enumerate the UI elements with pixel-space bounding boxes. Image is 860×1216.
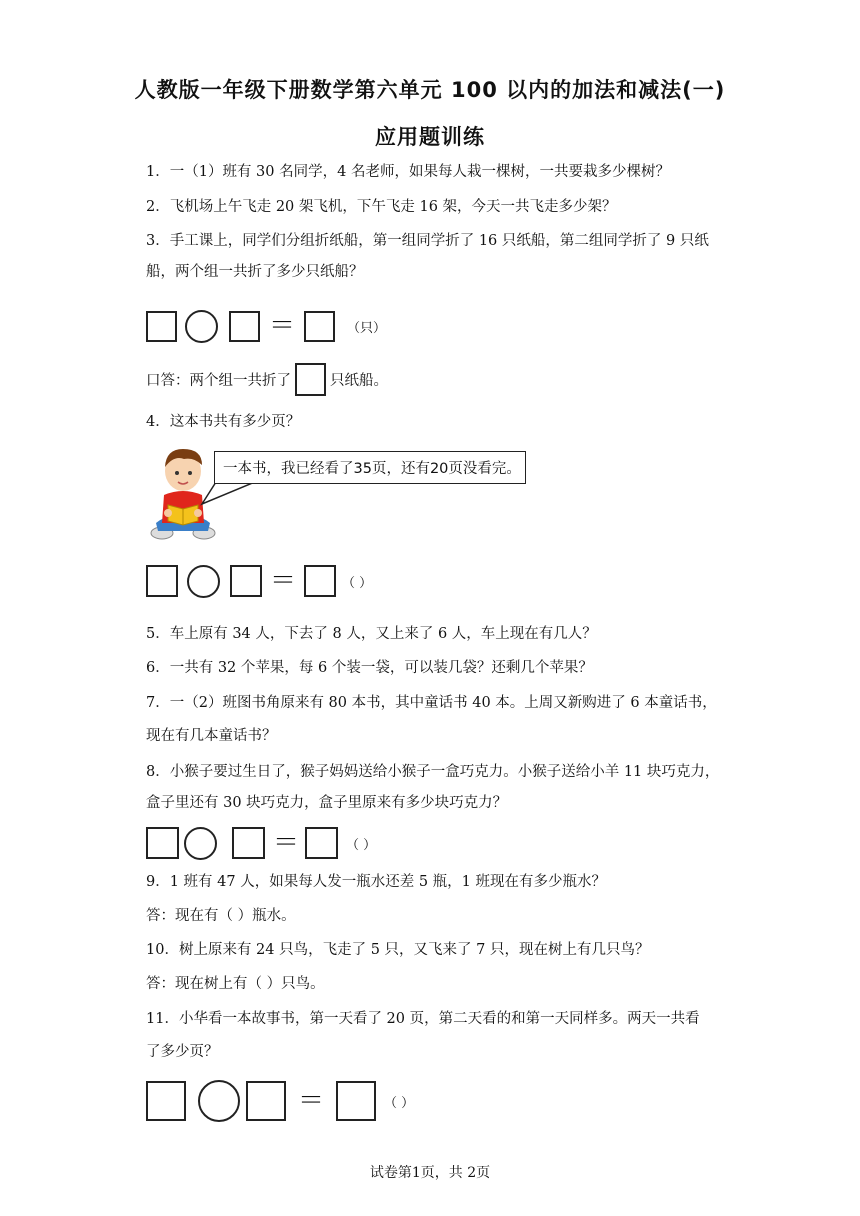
answer-10: 答：现在树上有（ ）只鸟。: [146, 976, 325, 992]
answer-suffix: 只纸船。: [330, 373, 388, 389]
question-8-line2: 盒子里还有 30 块巧克力，盒子里原来有多少块巧克力？: [146, 795, 508, 811]
question-2: 2．飞机场上午飞走 20 架飞机，下午飞走 16 架，今天一共飞走多少架？: [146, 199, 617, 215]
question-8-line1: 8．小猴子要过生日了，猴子妈妈送给小猴子一盒巧克力。小猴子送给小羊 11 块巧克力，: [146, 764, 720, 780]
question-11-line1: 11．小华看一本故事书，第一天看了 20 页，第二天看的和第一天同样多。两天一共看: [146, 1011, 700, 1027]
operator-circle[interactable]: [187, 565, 220, 598]
equation-q8: [146, 823, 376, 863]
question-3-line1: 3．手工课上，同学们分组折纸船，第一组同学折了 16 只纸船，第二组同学折了 9 只纸: [146, 233, 709, 249]
operator-circle[interactable]: [185, 310, 218, 343]
equals-sign: ＝: [270, 566, 297, 596]
unit-label: （只）: [347, 320, 387, 336]
question-5: 5．车上原有 34 人，下去了 8 人，又上来了 6 人，车上现在有几人？: [146, 626, 597, 642]
unit-label: （ ）: [342, 575, 373, 591]
result-box[interactable]: [336, 1081, 376, 1121]
answer-q3: [146, 363, 388, 396]
answer-box[interactable]: [230, 565, 262, 597]
question-3-line2: 船，两个组一共折了多少只纸船？: [146, 264, 364, 280]
result-box[interactable]: [304, 311, 335, 342]
answer-fill-box[interactable]: [295, 363, 326, 396]
question-9: 9．1 班有 47 人，如果每人发一瓶水还差 5 瓶，1 班现在有多少瓶水？: [146, 874, 607, 890]
page-footer: 试卷第1页，共 2页: [369, 1165, 491, 1181]
question-10: 10．树上原来有 24 只鸟，飞走了 5 只，又飞来了 7 只，现在树上有几只鸟？: [146, 942, 650, 958]
unit-label: （ ）: [384, 1095, 415, 1111]
answer-prefix: 口答：两个组一共折了: [146, 373, 291, 389]
question-7-line2: 现在有几本童话书？: [146, 728, 277, 744]
equals-sign: ＝: [273, 828, 300, 858]
result-box[interactable]: [304, 565, 336, 597]
answer-box[interactable]: [146, 311, 177, 342]
answer-box[interactable]: [146, 1081, 186, 1121]
answer-box[interactable]: [246, 1081, 286, 1121]
answer-box[interactable]: [146, 827, 179, 859]
equals-sign: ＝: [298, 1086, 325, 1116]
operator-circle[interactable]: [198, 1080, 240, 1122]
unit-label: （ ）: [346, 837, 377, 853]
question-6: 6．一共有 32 个苹果，每 6 个装一袋，可以装几袋？还剩几个苹果？: [146, 660, 593, 676]
speech-bubble: 一本书，我已经看了35页，还有20页没看完。: [214, 451, 526, 484]
answer-box[interactable]: [232, 827, 265, 859]
question-7-line1: 7．一（2）班图书角原来有 80 本书，其中童话书 40 本。上周又新购进了 6 本童话书，: [146, 695, 717, 711]
question-4: 4．这本书共有多少页？: [146, 414, 301, 430]
question-11-line2: 了多少页？: [146, 1044, 219, 1060]
page-title-line1: 人教版一年级下册数学第六单元 100 以内的加法和减法(一): [134, 78, 726, 102]
operator-circle[interactable]: [184, 827, 217, 860]
equals-sign: ＝: [269, 311, 296, 341]
answer-9: 答：现在有（ ）瓶水。: [146, 908, 296, 924]
equation-q11: [146, 1078, 414, 1124]
page-title-line2: 应用题训练: [375, 125, 485, 149]
equation-q3: [146, 306, 386, 346]
result-box[interactable]: [305, 827, 338, 859]
answer-box[interactable]: [229, 311, 260, 342]
answer-box[interactable]: [146, 565, 178, 597]
question-1: 1．一（1）班有 30 名同学，4 名老师，如果每人栽一棵树，一共要栽多少棵树？: [146, 164, 670, 180]
equation-q4: [146, 561, 372, 601]
